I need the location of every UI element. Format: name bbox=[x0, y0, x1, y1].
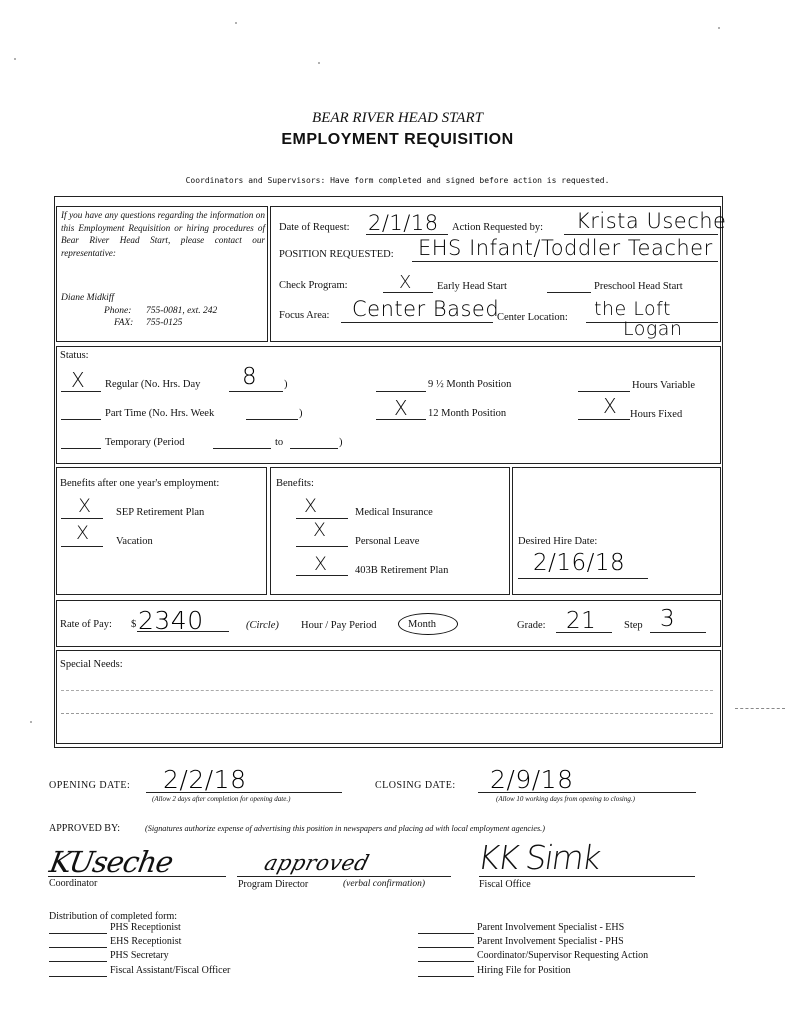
twelve-month-label: 12 Month Position bbox=[428, 408, 507, 419]
twelve-month-mark[interactable]: X bbox=[394, 396, 408, 420]
dist-right-3: Hiring File for Position bbox=[477, 965, 571, 976]
dist-right-2: Coordinator/Supervisor Requesting Action bbox=[477, 950, 649, 961]
date-of-request-value[interactable]: 2/1/18 bbox=[368, 211, 439, 235]
dist-left-1: EHS Receptionist bbox=[110, 936, 182, 947]
contact-fax-label: FAX: bbox=[114, 318, 134, 328]
opening-date-note: (Allow 2 days after completion for opening date.) bbox=[152, 795, 291, 803]
benefits-after-label: Benefits after one year's employment: bbox=[60, 478, 220, 489]
focus-area-label: Focus Area: bbox=[279, 310, 330, 321]
center-location-label: Center Location: bbox=[497, 312, 568, 323]
dist-left-0: PHS Receptionist bbox=[110, 922, 181, 933]
scan-dash bbox=[735, 708, 785, 709]
focus-area-value[interactable]: Center Based bbox=[352, 297, 500, 321]
hours-fixed-label: Hours Fixed bbox=[630, 409, 683, 420]
instruction-text: Coordinators and Supervisors: Have form completed and signed before action is requested. bbox=[185, 176, 610, 185]
hire-date-value[interactable]: 2/16/18 bbox=[533, 550, 626, 576]
step-value[interactable]: 3 bbox=[660, 606, 676, 632]
special-needs-line-2 bbox=[61, 713, 713, 714]
position-value[interactable]: EHS Infant/Toddler Teacher bbox=[418, 236, 713, 260]
step-label: Step bbox=[624, 620, 643, 631]
benefits-label: Benefits: bbox=[276, 478, 314, 489]
dist-left-3: Fiscal Assistant/Fiscal Officer bbox=[110, 965, 231, 976]
contact-note: If you have any questions regarding the information on this Employment Requisition or hiring procedures of Bear River Head Start, please contact our representative: bbox=[61, 210, 265, 258]
hours-fixed-mark[interactable]: X bbox=[603, 394, 617, 418]
pay-period-selected: Month bbox=[408, 619, 437, 630]
special-needs-box bbox=[56, 650, 721, 744]
contact-phone: 755-0081, ext. 242 bbox=[146, 306, 218, 316]
sep-label: SEP Retirement Plan bbox=[116, 507, 205, 518]
dist-left-2: PHS Secretary bbox=[110, 950, 169, 961]
scan-speck bbox=[30, 721, 32, 723]
grade-value[interactable]: 21 bbox=[566, 608, 597, 634]
coordinator-label: Coordinator bbox=[49, 878, 98, 889]
dist-right-1: Parent Involvement Specialist - PHS bbox=[477, 936, 624, 947]
retirement-label: 403B Retirement Plan bbox=[355, 565, 449, 576]
medical-label: Medical Insurance bbox=[355, 507, 433, 518]
contact-fax: 755-0125 bbox=[146, 318, 183, 328]
part-time-label: Part Time (No. Hrs. Week bbox=[105, 408, 215, 419]
center-location-value[interactable]: the Loft bbox=[594, 298, 671, 320]
center-location-value-2[interactable]: Logan bbox=[623, 318, 683, 340]
approved-by-note: (Signatures authorize expense of advertising this position in newspapers and placing ad with local employment agencies.) bbox=[145, 824, 545, 833]
nine-month-label: 9 ½ Month Position bbox=[428, 379, 512, 390]
temporary-label: Temporary (Period bbox=[105, 437, 185, 448]
special-needs-label: Special Needs: bbox=[60, 659, 123, 670]
sep-mark[interactable]: X bbox=[78, 495, 92, 517]
contact-phone-label: Phone: bbox=[104, 306, 132, 316]
closing-date-value[interactable]: 2/9/18 bbox=[490, 765, 574, 794]
pay-period-label: Hour / Pay Period bbox=[301, 620, 377, 631]
action-requested-value[interactable]: Krista Useche bbox=[576, 209, 727, 233]
fiscal-signature[interactable]: KK Simk bbox=[475, 838, 602, 877]
personal-leave-mark[interactable]: X bbox=[313, 519, 327, 541]
retirement-mark[interactable]: X bbox=[314, 553, 328, 575]
fiscal-label: Fiscal Office bbox=[479, 879, 531, 890]
hours-variable-label: Hours Variable bbox=[632, 380, 696, 391]
currency-label: $ bbox=[131, 619, 137, 630]
date-of-request-label: Date of Request: bbox=[279, 222, 350, 233]
director-note: (verbal confirmation) bbox=[343, 879, 426, 889]
scan-speck bbox=[718, 27, 720, 29]
hire-date-label: Desired Hire Date: bbox=[518, 536, 598, 547]
regular-close-paren: ) bbox=[284, 379, 288, 390]
opening-date-label: OPENING DATE: bbox=[49, 780, 131, 791]
temporary-to-label: to bbox=[275, 437, 284, 448]
dist-right-0: Parent Involvement Specialist - EHS bbox=[477, 922, 625, 933]
part-time-close-paren: ) bbox=[299, 408, 303, 419]
distribution-label: Distribution of completed form: bbox=[49, 911, 178, 922]
grade-label: Grade: bbox=[517, 620, 546, 631]
approved-by-label: APPROVED BY: bbox=[49, 823, 121, 834]
scan-speck bbox=[14, 58, 16, 60]
temporary-close-paren: ) bbox=[339, 437, 343, 448]
personal-leave-label: Personal Leave bbox=[355, 536, 420, 547]
vacation-label: Vacation bbox=[116, 536, 153, 547]
special-needs-line-1 bbox=[61, 690, 713, 691]
opening-date-value[interactable]: 2/2/18 bbox=[163, 765, 247, 794]
early-head-start-mark[interactable]: X bbox=[399, 272, 412, 293]
regular-hours-value[interactable]: 8 bbox=[242, 364, 258, 390]
contact-name: Diane Midkiff bbox=[61, 293, 115, 303]
pay-amount-value[interactable]: 2340 bbox=[138, 606, 204, 635]
closing-date-note: (Allow 10 working days from opening to closing.) bbox=[496, 795, 635, 803]
medical-mark[interactable]: X bbox=[304, 495, 318, 517]
status-label: Status: bbox=[60, 350, 89, 361]
regular-label: Regular (No. Hrs. Day bbox=[105, 379, 201, 390]
org-name: BEAR RIVER HEAD START bbox=[312, 110, 483, 126]
coordinator-signature[interactable]: KUseche bbox=[47, 845, 176, 879]
scan-speck bbox=[235, 22, 237, 24]
rate-of-pay-label: Rate of Pay: bbox=[60, 619, 112, 630]
director-label: Program Director bbox=[238, 879, 309, 890]
closing-date-label: CLOSING DATE: bbox=[375, 780, 456, 791]
vacation-mark[interactable]: X bbox=[76, 522, 90, 544]
form-title: EMPLOYMENT REQUISITION bbox=[281, 131, 514, 148]
early-head-start-label: Early Head Start bbox=[437, 281, 507, 292]
director-signature[interactable]: approved bbox=[261, 851, 373, 875]
check-program-label: Check Program: bbox=[279, 280, 348, 291]
action-requested-label: Action Requested by: bbox=[452, 222, 543, 233]
position-label: POSITION REQUESTED: bbox=[279, 249, 394, 260]
scan-speck bbox=[318, 62, 320, 64]
regular-mark[interactable]: X bbox=[71, 368, 85, 392]
preschool-head-start-label: Preschool Head Start bbox=[594, 281, 683, 292]
circle-label: (Circle) bbox=[246, 620, 279, 631]
